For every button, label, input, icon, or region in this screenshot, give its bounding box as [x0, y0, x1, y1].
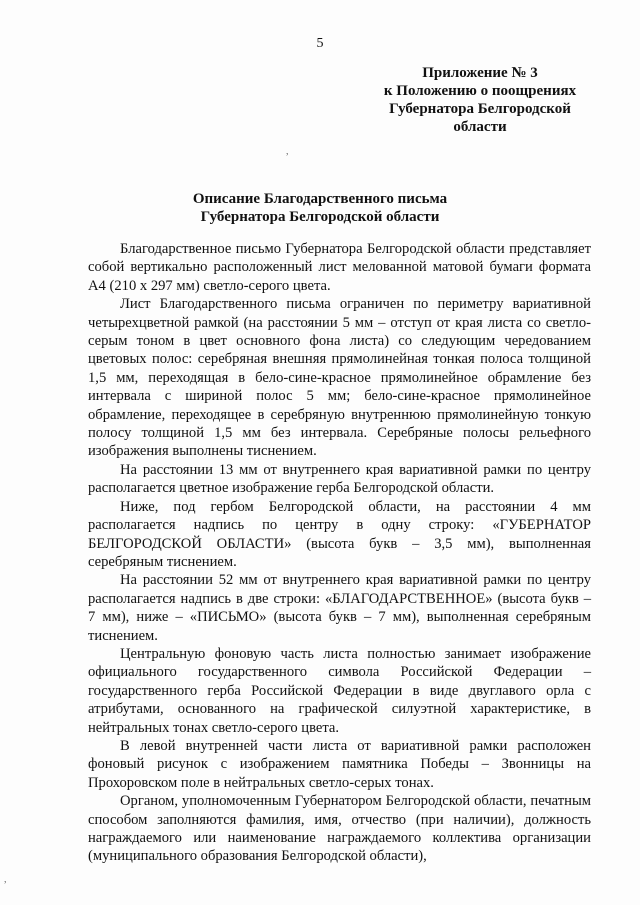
paragraph: Органом, уполномоченным Губернатором Белгородской области, печатным способом заполняются фамилия, имя, отчество (при наличии), должность награждаемого или наименование награждаемого коллектива организации (муниципального образования Белгородской области), — [88, 793, 591, 865]
paragraph: Ниже, под гербом Белгородской области, на расстоянии 4 мм располагается надпись по центру в одну строку: «ГУБЕРНАТОР БЕЛГОРОДСКОЙ ОБЛАСТИ» (высота букв – 3,5 мм), выполненная серебряным тиснением. — [88, 498, 591, 570]
title-line-2: Губернатора Белгородской области — [200, 209, 440, 225]
scan-mark: , — [4, 874, 7, 885]
appendix-line-4: области — [453, 119, 507, 135]
document-title — [0, 190, 640, 226]
appendix-header — [360, 64, 600, 136]
document-body — [88, 240, 591, 866]
appendix-line-3: Губернатора Белгородской — [389, 101, 571, 117]
paragraph: Лист Благодарственного письма ограничен по периметру вариативной четырехцветной рамкой (на расстоянии 5 мм – отступ от края листа со светло-серым тоном в цвет основного фона листа) со следующим чередованием цветовых полос: серебряная внешняя прямолинейная тонкая полоса толщиной 1,5 мм, переходящая в бело-сине-красное прямолинейное обрамление без интервала с шириной полос 5 мм; бело-сине-красное прямолинейное обрамление, переходящее в серебряную внутреннюю прямолинейную тонкую полосу толщиной 1,5 мм без интервала. Серебряные полосы рельефного изображения выполнены тиснением. — [88, 296, 591, 460]
paragraph: На расстоянии 52 мм от внутреннего края вариативной рамки по центру располагается надпись в две строки: «БЛАГОДАРСТВЕННОЕ» (высота букв – 7 мм), ниже – «ПИСЬМО» (высота букв – 7 мм), выполненная серебряным тиснением. — [88, 572, 591, 644]
scan-mark: , — [286, 146, 289, 157]
appendix-line-1: Приложение № 3 — [422, 65, 538, 81]
page-number: 5 — [316, 36, 324, 51]
appendix-line-2: к Положению о поощрениях — [383, 83, 577, 99]
paragraph: Благодарственное письмо Губернатора Белгородской области представляет собой вертикально расположенный лист мелованной матовой бумаги формата А4 (210 х 297 мм) светло-серого цвета. — [88, 241, 591, 294]
paragraph: На расстоянии 13 мм от внутреннего края вариативной рамки по центру располагается цветное изображение герба Белгородской области. — [88, 461, 591, 497]
title-line-1: Описание Благодарственного письма — [192, 191, 448, 207]
paragraph: В левой внутренней части листа от вариативной рамки расположен фоновый рисунок с изображением памятника Победы – Звонницы на Прохоровском поле в нейтральных светло-серых тонах. — [88, 737, 591, 791]
paragraph: Центральную фоновую часть листа полностью занимает изображение официального государственного символа Российской Федерации – государственного герба Российской Федерации в виде двуглавого орла с атрибутами, основанного на графической силуэтной характеристике, в нейтральных тонах светло-серого цвета. — [88, 645, 591, 736]
